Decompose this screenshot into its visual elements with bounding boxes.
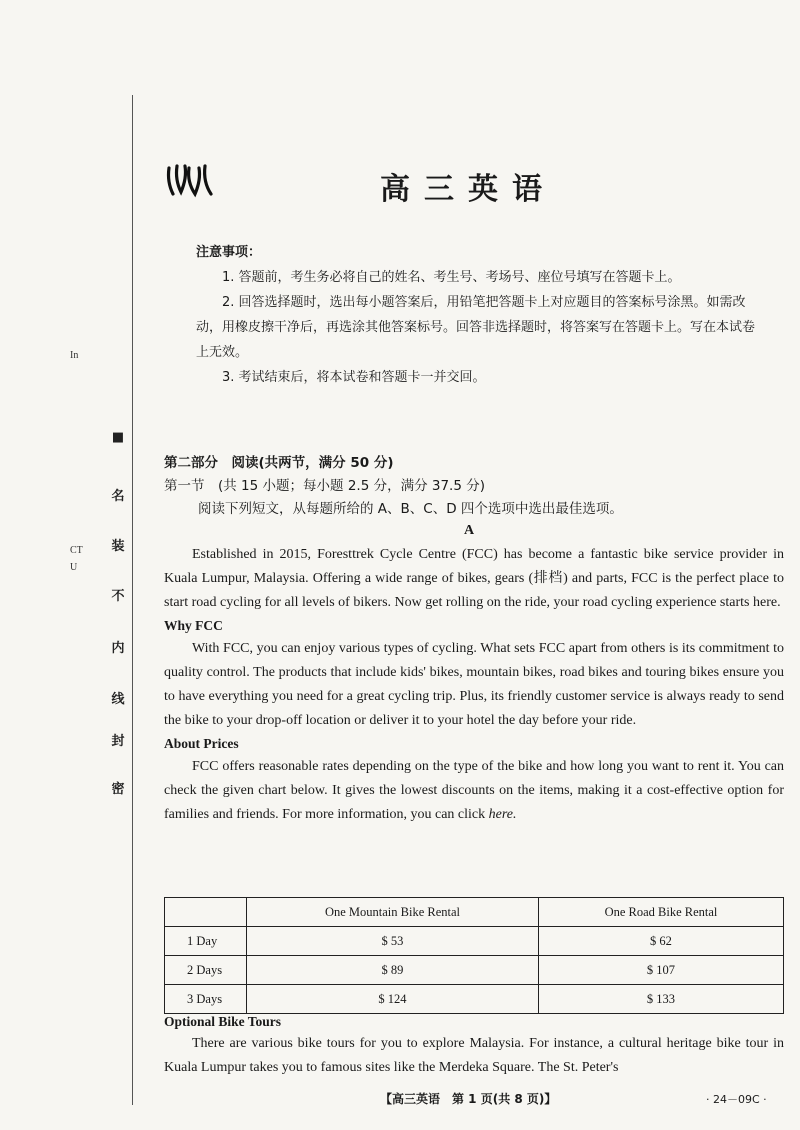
passage-body: [164, 543, 784, 827]
table-header: One Mountain Bike Rental: [247, 898, 539, 927]
tours-section: [164, 1012, 784, 1080]
table-header: [165, 898, 247, 927]
table-cell: 1 Day: [165, 927, 247, 956]
page-footer: 【高三英语 第 1 页(共 8 页)】: [380, 1092, 557, 1106]
table-cell: $ 89: [247, 956, 539, 985]
prices-heading: About Prices: [164, 736, 239, 751]
margin-mark: U: [70, 562, 78, 573]
tours-heading: Optional Bike Tours: [164, 1014, 282, 1029]
margin-mark: In: [70, 350, 79, 361]
table-cell: 3 Days: [165, 985, 247, 1014]
why-heading: Why FCC: [164, 618, 223, 633]
table-header-row: [165, 898, 784, 927]
logo-icon: [165, 160, 215, 200]
margin-char: 线: [111, 692, 125, 707]
table-cell: $ 107: [538, 956, 783, 985]
margin-char: 封: [111, 734, 125, 749]
tours-paragraph: There are various bike tours for you to explore Malaysia. For instance, a cultural heritage bike tour in Kuala Lumpur takes you to famous sites like the Merdeka Square. The St. Peter's: [164, 1036, 784, 1075]
table-row: [165, 985, 784, 1014]
part-title: 第二部分 阅读(共两节，满分 50 分): [164, 455, 394, 471]
margin-mark: CT: [70, 545, 83, 556]
margin-char: 密: [111, 782, 125, 797]
section-heading: [164, 452, 784, 521]
instruction: 阅读下列短文，从每题所给的 A、B、C、D 四个选项中选出最佳选项。: [198, 501, 623, 517]
table-row: [165, 927, 784, 956]
table-cell: 2 Days: [165, 956, 247, 985]
table-row: [165, 956, 784, 985]
table-cell: $ 53: [247, 927, 539, 956]
here-link[interactable]: here.: [488, 807, 517, 822]
margin-char: 不: [111, 589, 125, 604]
prices-text: FCC offers reasonable rates depending on the type of the bike and how long you want to rent it. You can check the given chart below. It gives the lowest discounts on the items, making it a cost-effective option for families and friends. For more information, you can click: [164, 759, 784, 822]
notice-item: 3. 考试结束后，将本试卷和答题卡一并交回。: [222, 370, 486, 385]
notice-heading: 注意事项：: [196, 245, 262, 260]
price-table: [164, 897, 784, 1014]
why-paragraph: With FCC, you can enjoy various types of cycling. What sets FCC apart from others is its commitment to quality control. The products that include kids' bikes, mountain bikes, road bikes and touring bikes ensure you to have everything you need for a great cycling trip. Plus, its friendly customer service is always ready to send the bike to your drop-off location or deliver it to your hotel the day before your ride.: [164, 641, 784, 728]
notice-block: [196, 240, 766, 390]
intro-paragraph: Established in 2015, Foresttrek Cycle Centre (FCC) has become a fantastic bike service provider in Kuala Lumpur, Malaysia. Offering a wide range of bikes, gears (排档) and parts, FCC is the perfect place to start road cycling for all levels of bikers. Now get rolling on the ride, your road cycling experience starts here.: [164, 547, 784, 610]
notice-item: 2. 回答选择题时，选出每小题答案后，用铅笔把答题卡上对应题目的答案标号涂黑。如需改动，用橡皮擦干净后，再选涂其他答案标号。回答非选择题时，将答案写在答题卡上。写在本试卷上无效。: [196, 295, 756, 360]
paper-code: · 24－09C ·: [706, 1093, 767, 1106]
sub-title: 第一节 (共 15 小题；每小题 2.5 分，满分 37.5 分): [164, 478, 485, 494]
table-cell: $ 133: [538, 985, 783, 1014]
binding-line: [132, 95, 133, 1105]
page-title: 高三英语: [380, 172, 556, 207]
margin-char: 装: [111, 539, 125, 554]
notice-item: 1. 答题前，考生务必将自己的姓名、考生号、考场号、座位号填写在答题卡上。: [222, 270, 681, 285]
passage-letter: A: [464, 523, 475, 538]
table-cell: $ 124: [247, 985, 539, 1014]
table-cell: $ 62: [538, 927, 783, 956]
table-header: One Road Bike Rental: [538, 898, 783, 927]
prices-paragraph: [164, 755, 784, 827]
margin-char: ■: [111, 430, 125, 445]
margin-char: 名: [111, 489, 125, 504]
margin-char: 内: [111, 641, 125, 656]
